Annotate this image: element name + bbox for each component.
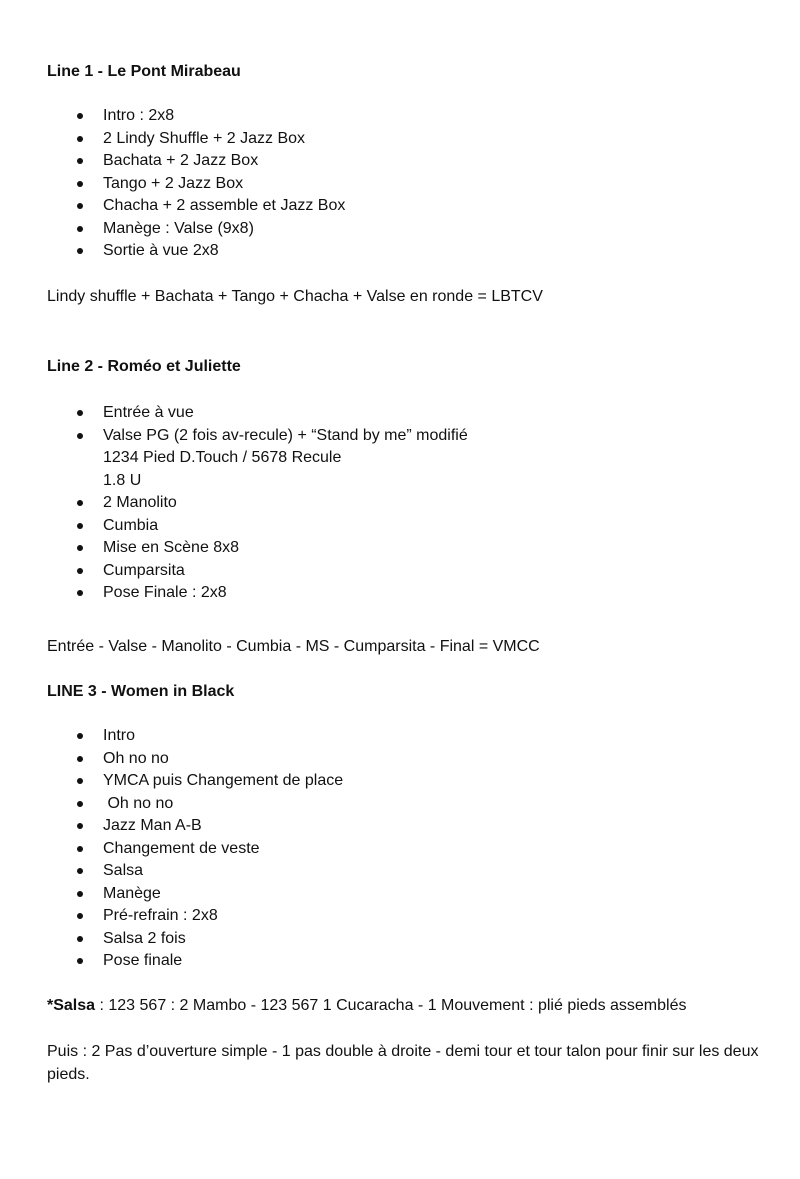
puis-note: Puis : 2 Pas d’ouverture simple - 1 pas double à droite - demi tour et tour talon pour finir sur les deux pieds. <box>47 1043 759 1083</box>
line3-list <box>0 725 343 973</box>
line1-list <box>0 105 345 263</box>
line2-list <box>0 402 468 605</box>
bullet-icon <box>77 823 83 829</box>
line2-summary: Entrée - Valse - Manolito - Cumbia - MS - Cumparsita - Final = VMCC <box>47 638 540 655</box>
list-item: Valse PG (2 fois av-recule) + “Stand by me” modifié 1234 Pied D.Touch / 5678 Recule 1.8 U <box>0 425 468 493</box>
bullet-icon <box>77 500 83 506</box>
list-item: Jazz Man A-B <box>0 815 343 838</box>
bullet-icon <box>77 936 83 942</box>
list-item: Manège <box>0 883 343 906</box>
bullet-icon <box>77 523 83 529</box>
line3-title: LINE 3 - Women in Black <box>47 683 235 700</box>
line2-title: Line 2 - Roméo et Juliette <box>47 358 241 375</box>
bullet-icon <box>77 756 83 762</box>
bullet-icon <box>77 801 83 807</box>
bullet-icon <box>77 433 83 439</box>
list-item: Manège : Valse (9x8) <box>0 218 345 241</box>
bullet-icon <box>77 778 83 784</box>
bullet-icon <box>77 226 83 232</box>
list-item: Salsa <box>0 860 343 883</box>
salsa-label: *Salsa <box>47 997 96 1014</box>
bullet-icon <box>77 913 83 919</box>
bullet-icon <box>77 203 83 209</box>
bullet-icon <box>77 868 83 874</box>
salsa-text: : 123 567 : 2 Mambo - 123 567 1 Cucaracha - 1 Mouvement : plié pieds assemblés <box>95 997 687 1014</box>
bullet-icon <box>77 181 83 187</box>
line1-title: Line 1 - Le Pont Mirabeau <box>47 63 241 80</box>
bullet-icon <box>77 568 83 574</box>
bullet-icon <box>77 958 83 964</box>
list-item: Changement de veste <box>0 838 343 861</box>
bullet-icon <box>77 113 83 119</box>
line1-summary: Lindy shuffle + Bachata + Tango + Chacha + Valse en ronde = LBTCV <box>47 288 543 305</box>
list-item: Salsa 2 fois <box>0 928 343 951</box>
list-item: Intro : 2x8 <box>0 105 345 128</box>
bullet-icon <box>77 136 83 142</box>
list-item: Sortie à vue 2x8 <box>0 240 345 263</box>
list-item: Oh no no <box>0 748 343 771</box>
bullet-icon <box>77 846 83 852</box>
list-item: Bachata + 2 Jazz Box <box>0 150 345 173</box>
list-item: Pose finale <box>0 950 343 973</box>
bullet-icon <box>77 733 83 739</box>
list-item: 2 Lindy Shuffle + 2 Jazz Box <box>0 128 345 151</box>
list-item: Pose Finale : 2x8 <box>0 582 468 605</box>
list-item: Tango + 2 Jazz Box <box>0 173 345 196</box>
list-item: Mise en Scène 8x8 <box>0 537 468 560</box>
list-item: 2 Manolito <box>0 492 468 515</box>
bullet-icon <box>77 248 83 254</box>
bullet-icon <box>77 410 83 416</box>
bullet-icon <box>77 158 83 164</box>
list-item: Oh no no <box>0 793 343 816</box>
list-item: YMCA puis Changement de place <box>0 770 343 793</box>
list-item: Pré-refrain : 2x8 <box>0 905 343 928</box>
list-item: Chacha + 2 assemble et Jazz Box <box>0 195 345 218</box>
salsa-note <box>47 995 767 1018</box>
bullet-icon <box>77 545 83 551</box>
list-item: Intro <box>0 725 343 748</box>
list-item: Cumbia <box>0 515 468 538</box>
bullet-icon <box>77 891 83 897</box>
bullet-icon <box>77 590 83 596</box>
list-item: Entrée à vue <box>0 402 468 425</box>
list-item: Cumparsita <box>0 560 468 583</box>
